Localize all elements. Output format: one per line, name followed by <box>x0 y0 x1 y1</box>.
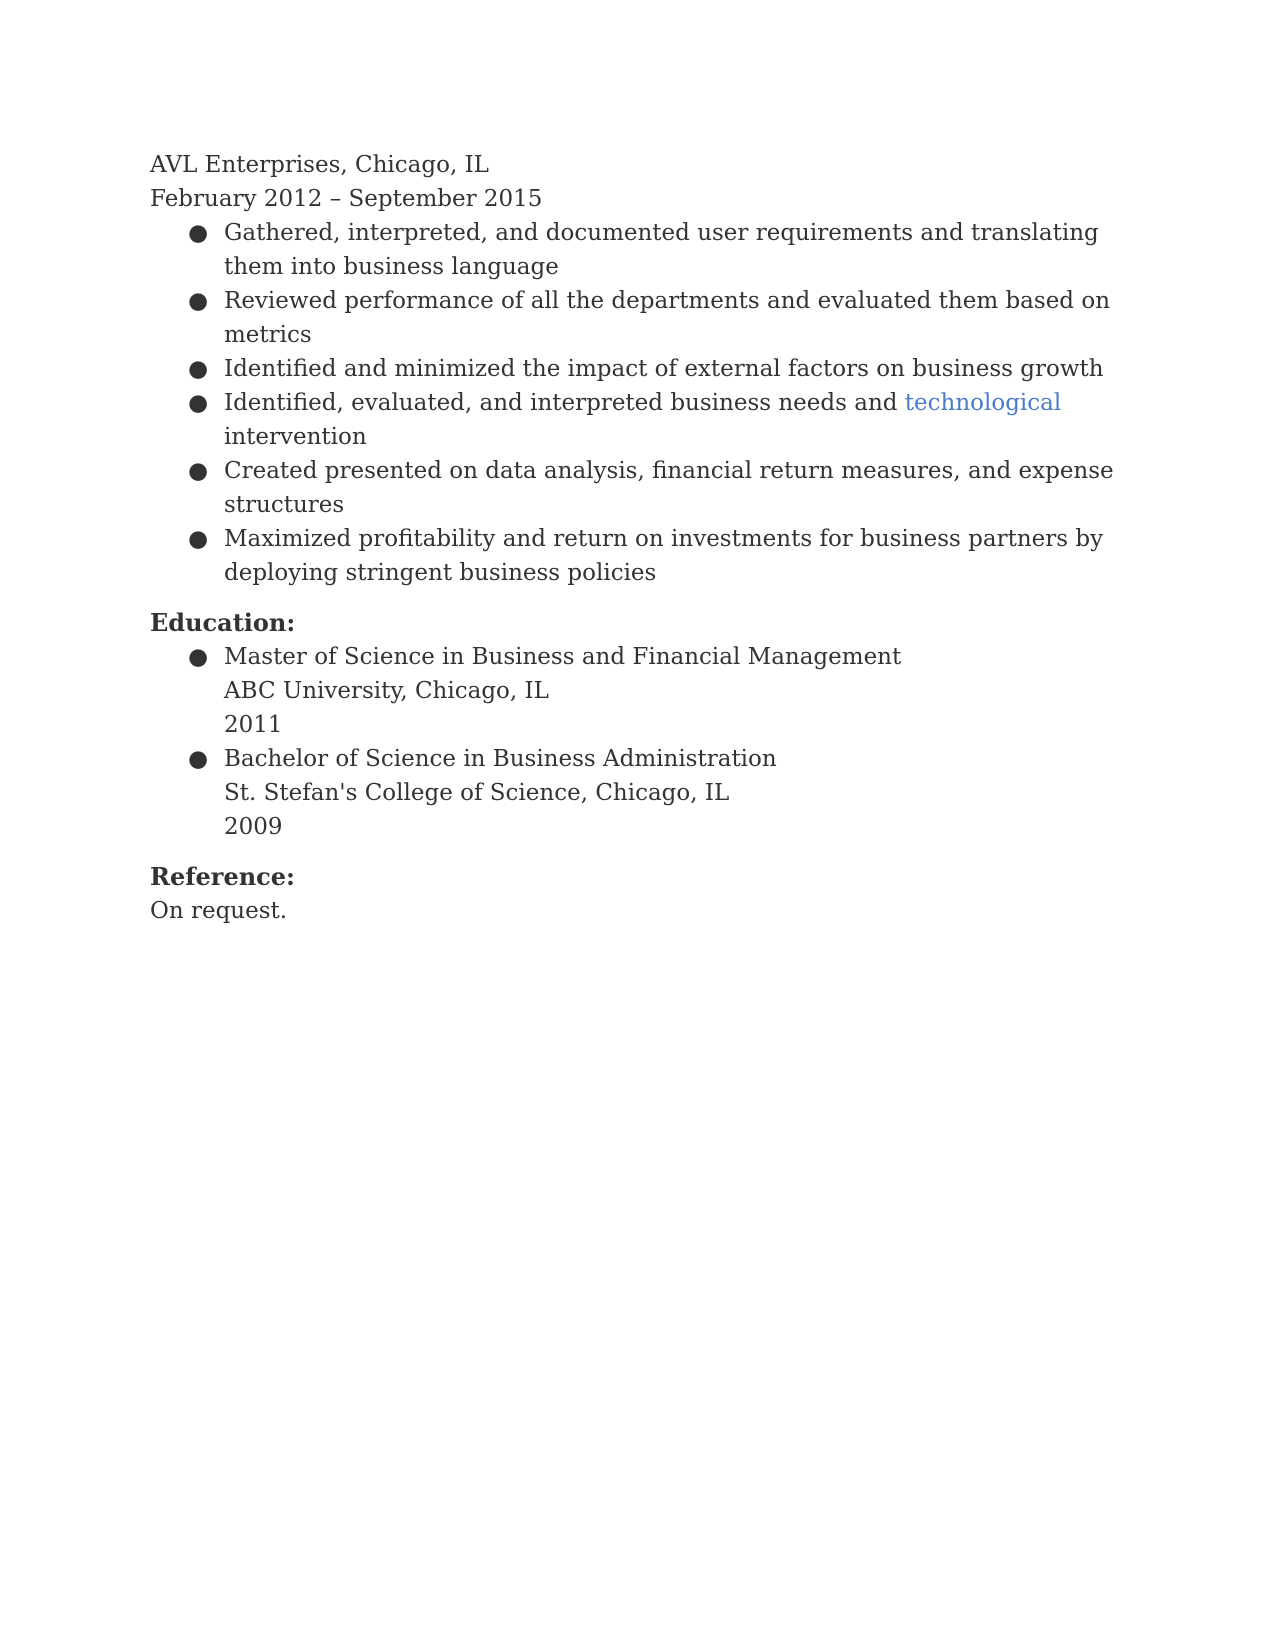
education-list <box>150 640 1130 844</box>
employment-dates: February 2012 – September 2015 <box>150 186 543 212</box>
resume-page <box>150 148 1130 928</box>
company-line: AVL Enterprises, Chicago, IL <box>150 152 489 178</box>
degree-name: Master of Science in Business and Financial Management <box>224 644 902 670</box>
school-name: St. Stefan's College of Science, Chicago, IL <box>224 780 730 806</box>
degree-name: Bachelor of Science in Business Administration <box>224 746 777 772</box>
bullet-icon: ● <box>188 746 209 772</box>
experience-bullet <box>150 352 1130 386</box>
bullet-icon: ● <box>188 390 209 416</box>
bullet-text-start: Identified, evaluated, and interpreted business needs and <box>224 390 905 416</box>
reference-heading: Reference: <box>150 862 295 891</box>
bullet-icon: ● <box>188 644 209 670</box>
technological-link[interactable]: technological <box>904 390 1062 416</box>
graduation-year: 2011 <box>224 712 283 738</box>
school-name: ABC University, Chicago, IL <box>224 678 549 704</box>
experience-bullet <box>150 522 1130 590</box>
graduation-year: 2009 <box>224 814 283 840</box>
experience-bullet <box>150 284 1130 352</box>
bullet-icon: ● <box>188 288 209 314</box>
bullet-text: Maximized profitability and return on investments for business partners by deploying stringent business policies <box>224 526 1104 586</box>
reference-text: On request. <box>150 898 288 924</box>
bullet-text: Reviewed performance of all the departments and evaluated them based on metrics <box>224 288 1111 348</box>
experience-bullet <box>150 216 1130 284</box>
experience-bullet <box>150 386 1130 454</box>
education-item <box>150 742 1130 844</box>
bullet-text: Gathered, interpreted, and documented user requirements and translating them into business language <box>224 220 1099 280</box>
bullet-icon: ● <box>188 220 209 246</box>
experience-bullet-list <box>150 216 1130 590</box>
bullet-icon: ● <box>188 526 209 552</box>
bullet-text-end: intervention <box>224 424 367 450</box>
bullet-text: Created presented on data analysis, financial return measures, and expense structures <box>224 458 1114 518</box>
bullet-icon: ● <box>188 356 209 382</box>
bullet-text: Identified and minimized the impact of external factors on business growth <box>224 356 1104 382</box>
education-heading: Education: <box>150 608 296 637</box>
experience-bullet <box>150 454 1130 522</box>
education-item <box>150 640 1130 742</box>
bullet-icon: ● <box>188 458 209 484</box>
